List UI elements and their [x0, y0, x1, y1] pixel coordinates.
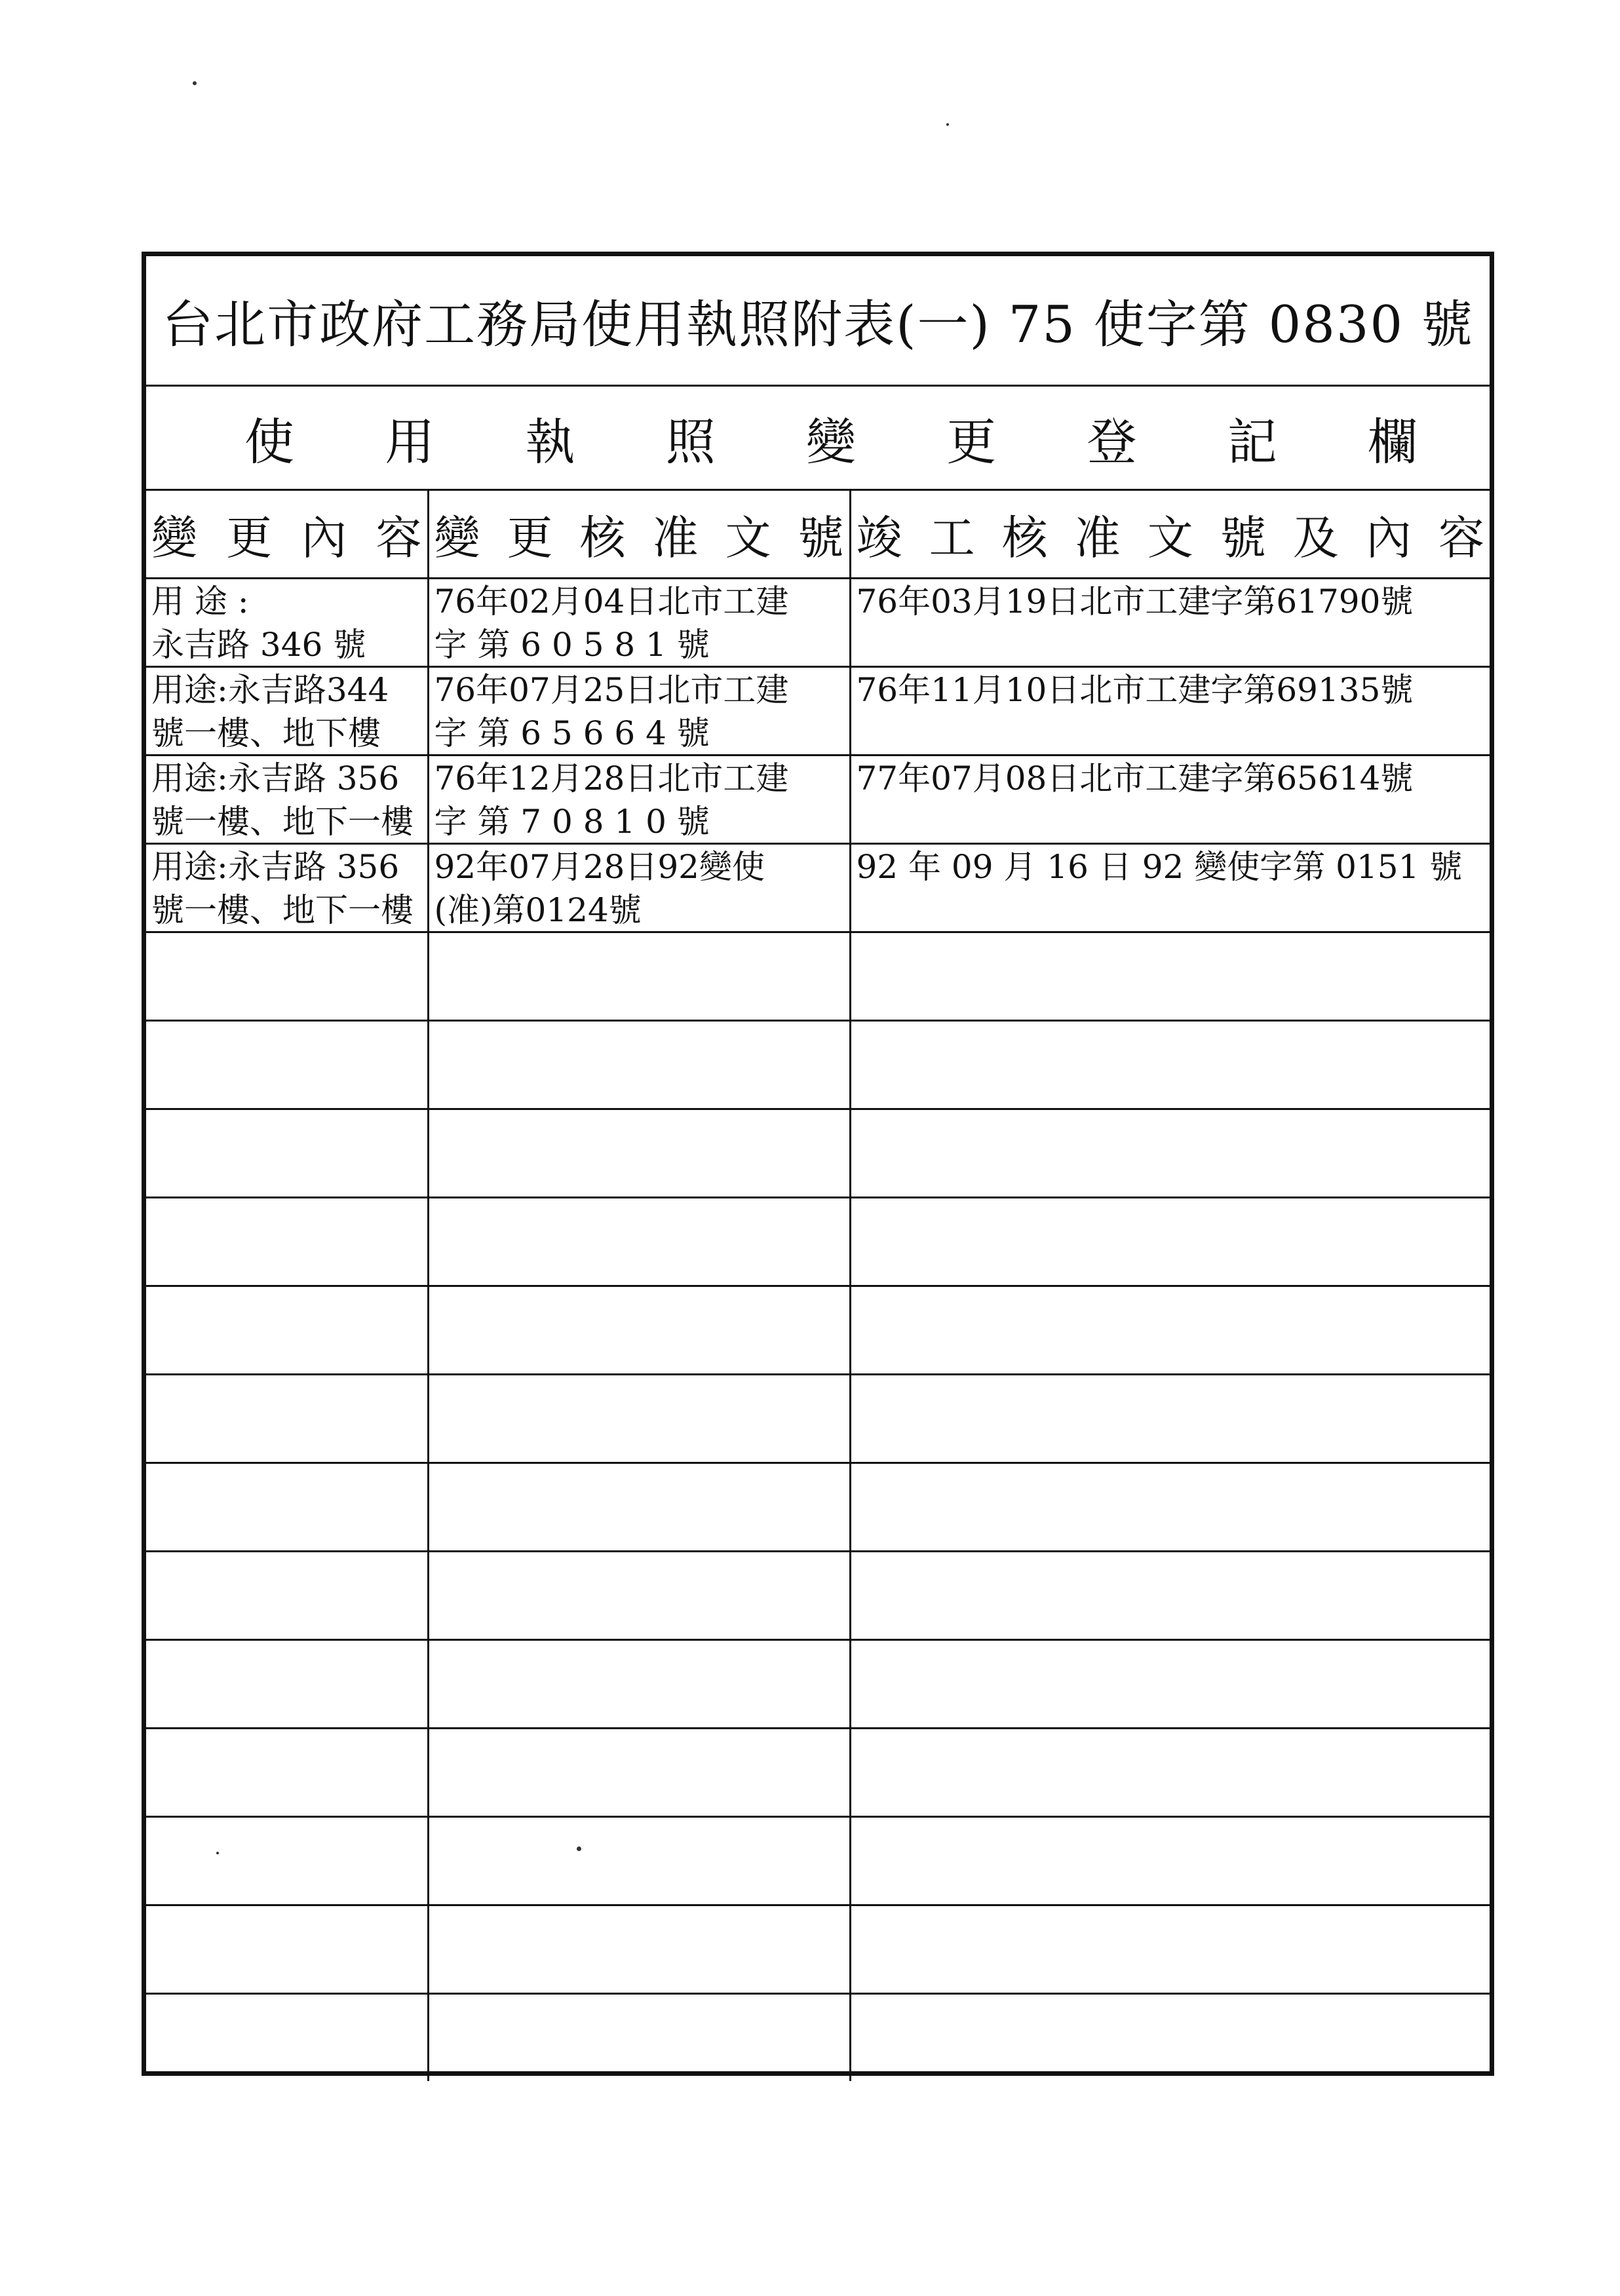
section-heading — [146, 386, 1490, 490]
cell-line: 用途:永吉路 356 — [151, 759, 400, 797]
empty-cell — [146, 1286, 428, 1375]
empty-cell — [146, 1994, 428, 2082]
header-char: 核 — [1001, 510, 1048, 565]
empty-cell — [428, 1552, 850, 1640]
section-heading-char: 使 — [244, 412, 294, 471]
empty-table-row — [146, 1286, 1490, 1375]
empty-cell — [850, 1729, 1490, 1817]
document-title: 台北市政府工務局使用執照附表(一) 75 使字第 0830 號 — [146, 256, 1490, 386]
section-heading-char: 記 — [1227, 412, 1277, 471]
completion-approval-cell — [850, 579, 1490, 667]
column-header-change-approval — [428, 490, 850, 579]
empty-cell — [850, 1375, 1490, 1463]
cell-line: 字 第 6 5 6 6 4 號 — [434, 714, 710, 752]
empty-table-row — [146, 1375, 1490, 1463]
cell-line: 92年07月28日92變使 — [434, 848, 765, 886]
header-char: 更 — [226, 510, 273, 565]
change-approval-cell — [428, 756, 850, 844]
cell-line: 92 年 09 月 16 日 92 變使字第 0151 號 — [856, 848, 1463, 886]
empty-cell — [850, 1640, 1490, 1729]
cell-line: 77年07月08日北市工建字第65614號 — [856, 759, 1414, 797]
change-content-cell — [146, 844, 428, 932]
change-approval-cell — [428, 667, 850, 756]
cell-line: 用 途 : — [151, 583, 249, 621]
header-char: 容 — [1438, 510, 1484, 565]
header-char: 文 — [725, 510, 771, 565]
column-header-change-content — [146, 490, 428, 579]
table-row — [146, 844, 1490, 932]
header-char: 工 — [929, 510, 975, 565]
section-heading-char: 更 — [946, 412, 997, 471]
header-char: 更 — [507, 510, 553, 565]
empty-cell — [428, 1463, 850, 1552]
change-content-cell — [146, 667, 428, 756]
empty-table-row — [146, 1729, 1490, 1817]
empty-cell — [428, 1198, 850, 1286]
empty-cell — [146, 1109, 428, 1198]
empty-cell — [850, 1817, 1490, 1905]
empty-cell — [428, 1905, 850, 1994]
section-heading-row — [146, 386, 1490, 490]
empty-cell — [850, 1905, 1490, 1994]
header-char: 變 — [151, 510, 197, 565]
empty-table-row — [146, 1463, 1490, 1552]
header-char: 竣 — [856, 510, 902, 565]
empty-cell — [428, 1640, 850, 1729]
header-char: 號 — [798, 510, 844, 565]
empty-cell — [428, 1375, 850, 1463]
scan-speck — [193, 81, 197, 85]
header-char: 准 — [1074, 510, 1121, 565]
header-char: 內 — [1365, 510, 1412, 565]
cell-line: 永吉路 346 號 — [151, 626, 366, 664]
empty-cell — [428, 1109, 850, 1198]
table-row — [146, 756, 1490, 844]
empty-cell — [428, 1021, 850, 1109]
empty-table-row — [146, 1994, 1490, 2082]
empty-cell — [146, 1021, 428, 1109]
empty-table-row — [146, 932, 1490, 1021]
header-char: 號 — [1220, 510, 1266, 565]
empty-cell — [850, 1198, 1490, 1286]
empty-cell — [146, 1552, 428, 1640]
change-approval-cell — [428, 844, 850, 932]
cell-line: 號一樓、地下樓 — [151, 714, 381, 752]
empty-table-row — [146, 1021, 1490, 1109]
empty-cell — [850, 1286, 1490, 1375]
scan-speck — [216, 1852, 219, 1854]
header-char: 變 — [434, 510, 480, 565]
cell-line: (准)第0124號 — [434, 891, 642, 929]
empty-cell — [146, 1905, 428, 1994]
empty-cell — [850, 1109, 1490, 1198]
completion-approval-cell — [850, 756, 1490, 844]
header-char: 核 — [579, 510, 626, 565]
cell-line: 76年12月28日北市工建 — [434, 759, 789, 797]
cell-line: 76年11月10日北市工建字第69135號 — [856, 671, 1414, 709]
section-heading-char: 變 — [806, 412, 856, 471]
cell-line: 76年03月19日北市工建字第61790號 — [856, 583, 1414, 621]
cell-line: 號一樓、地下一樓 — [151, 891, 414, 929]
empty-cell — [850, 1552, 1490, 1640]
completion-approval-cell — [850, 844, 1490, 932]
empty-cell — [850, 1994, 1490, 2082]
empty-cell — [146, 1463, 428, 1552]
cell-line: 號一樓、地下一樓 — [151, 803, 414, 841]
column-header-row — [146, 490, 1490, 579]
empty-cell — [428, 1729, 850, 1817]
section-heading-char: 用 — [385, 412, 435, 471]
empty-table-row — [146, 1640, 1490, 1729]
cell-line: 用途:永吉路344 — [151, 671, 389, 709]
scan-speck — [577, 1846, 581, 1851]
empty-cell — [146, 1198, 428, 1286]
empty-table-row — [146, 1905, 1490, 1994]
header-char: 容 — [376, 510, 422, 565]
cell-line: 字 第 7 0 8 1 0 號 — [434, 803, 710, 841]
table-row — [146, 579, 1490, 667]
section-heading-char: 欄 — [1368, 412, 1418, 471]
empty-table-row — [146, 1552, 1490, 1640]
cell-line: 用途:永吉路 356 — [151, 848, 400, 886]
empty-cell — [428, 932, 850, 1021]
column-header-completion-approval — [850, 490, 1490, 579]
cell-line: 76年02月04日北市工建 — [434, 583, 789, 621]
empty-cell — [146, 932, 428, 1021]
empty-cell — [428, 1994, 850, 2082]
license-annex-table-frame — [142, 252, 1494, 2076]
header-char: 內 — [301, 510, 347, 565]
header-char: 文 — [1147, 510, 1193, 565]
change-approval-cell — [428, 579, 850, 667]
section-heading-char: 執 — [525, 412, 575, 471]
section-heading-char: 登 — [1087, 412, 1137, 471]
empty-cell — [428, 1286, 850, 1375]
empty-cell — [850, 1021, 1490, 1109]
empty-cell — [850, 1463, 1490, 1552]
empty-table-row — [146, 1198, 1490, 1286]
change-content-cell — [146, 756, 428, 844]
empty-table-row — [146, 1817, 1490, 1905]
table-row — [146, 667, 1490, 756]
header-char: 准 — [652, 510, 699, 565]
cell-line: 76年07月25日北市工建 — [434, 671, 789, 709]
completion-approval-cell — [850, 667, 1490, 756]
cell-line: 字 第 6 0 5 8 1 號 — [434, 626, 710, 664]
header-char: 及 — [1292, 510, 1339, 565]
scan-speck — [946, 123, 949, 126]
change-registration-table — [146, 256, 1490, 2081]
title-row — [146, 256, 1490, 386]
empty-cell — [850, 932, 1490, 1021]
empty-cell — [146, 1729, 428, 1817]
section-heading-char: 照 — [665, 412, 716, 471]
empty-cell — [146, 1817, 428, 1905]
change-content-cell — [146, 579, 428, 667]
empty-cell — [146, 1375, 428, 1463]
empty-cell — [428, 1817, 850, 1905]
empty-table-row — [146, 1109, 1490, 1198]
empty-cell — [146, 1640, 428, 1729]
